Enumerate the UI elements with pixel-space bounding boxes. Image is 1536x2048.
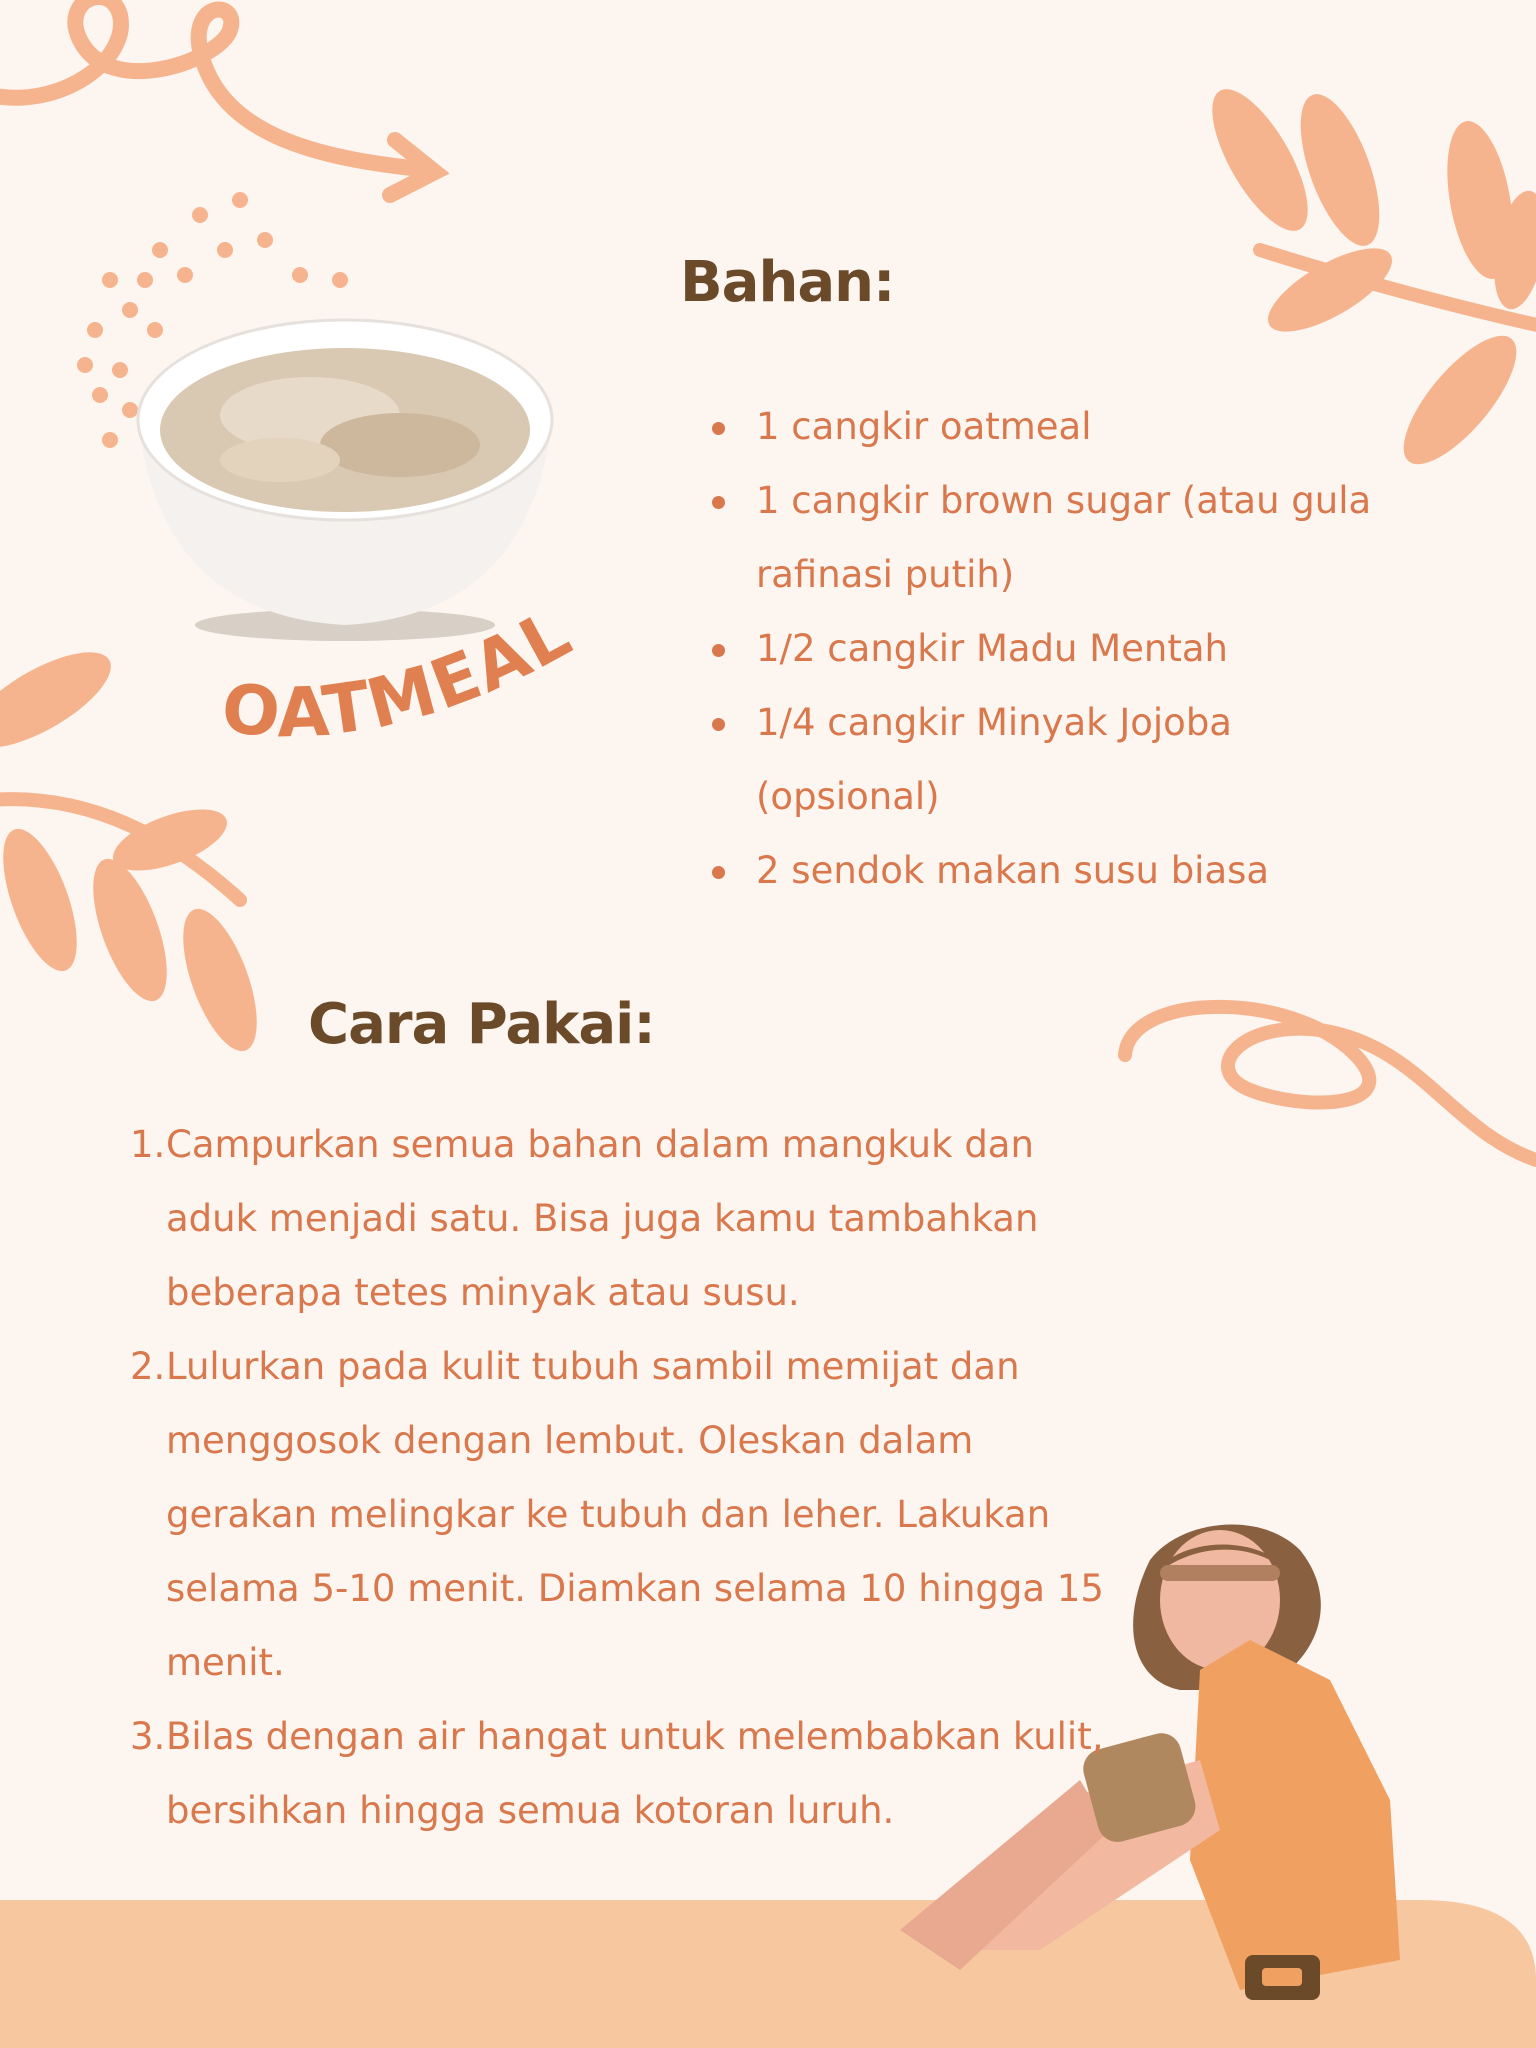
step-text: Bilas dengan air hangat untuk melembabkan kulit, bersihkan hingga semua kotoran luruh. (166, 1715, 1104, 1832)
oatmeal-label: OATMEAL (218, 600, 586, 754)
step-number: 2. (130, 1345, 166, 1388)
list-item: 2 sendok makan susu biasa (756, 834, 1396, 908)
step-item (130, 1108, 1130, 1330)
step-number: 1. (130, 1123, 166, 1166)
bahan-title: Bahan: (680, 250, 895, 315)
oatmeal-curved-label (190, 600, 630, 800)
list-item: 1/2 cangkir Madu Mentah (756, 612, 1396, 686)
step-text: Campurkan semua bahan dalam mangkuk dan aduk menjadi satu. Bisa juga kamu tambahkan beberapa tetes minyak atau susu. (166, 1123, 1039, 1314)
list-item: 1/4 cangkir Minyak Jojoba (opsional) (756, 686, 1396, 834)
svg-text:OATMEAL (218, 600, 585, 754)
ingredient-list (700, 390, 1396, 908)
step-item (130, 1330, 1130, 1700)
oatmeal-bowl-icon (130, 285, 560, 645)
oatmeal-bowl-image (130, 285, 560, 645)
swirl-arrow-icon (0, 0, 435, 195)
swirl-icon (1125, 1007, 1536, 1160)
step-text: Lulurkan pada kulit tubuh sambil memijat dan menggosok dengan lembut. Oleskan dalam gerakan melingkar ke tubuh dan leher. Lakukan selama 5-10 menit. Diamkan selama 10 hingga 15 menit. (166, 1345, 1104, 1684)
list-item: 1 cangkir brown sugar (atau gula rafinasi putih) (756, 464, 1396, 612)
step-item (130, 1700, 1130, 1848)
steps-list (130, 1108, 1130, 1848)
list-item: 1 cangkir oatmeal (756, 390, 1396, 464)
cara-pakai-title: Cara Pakai: (308, 992, 655, 1057)
step-number: 3. (130, 1715, 166, 1758)
